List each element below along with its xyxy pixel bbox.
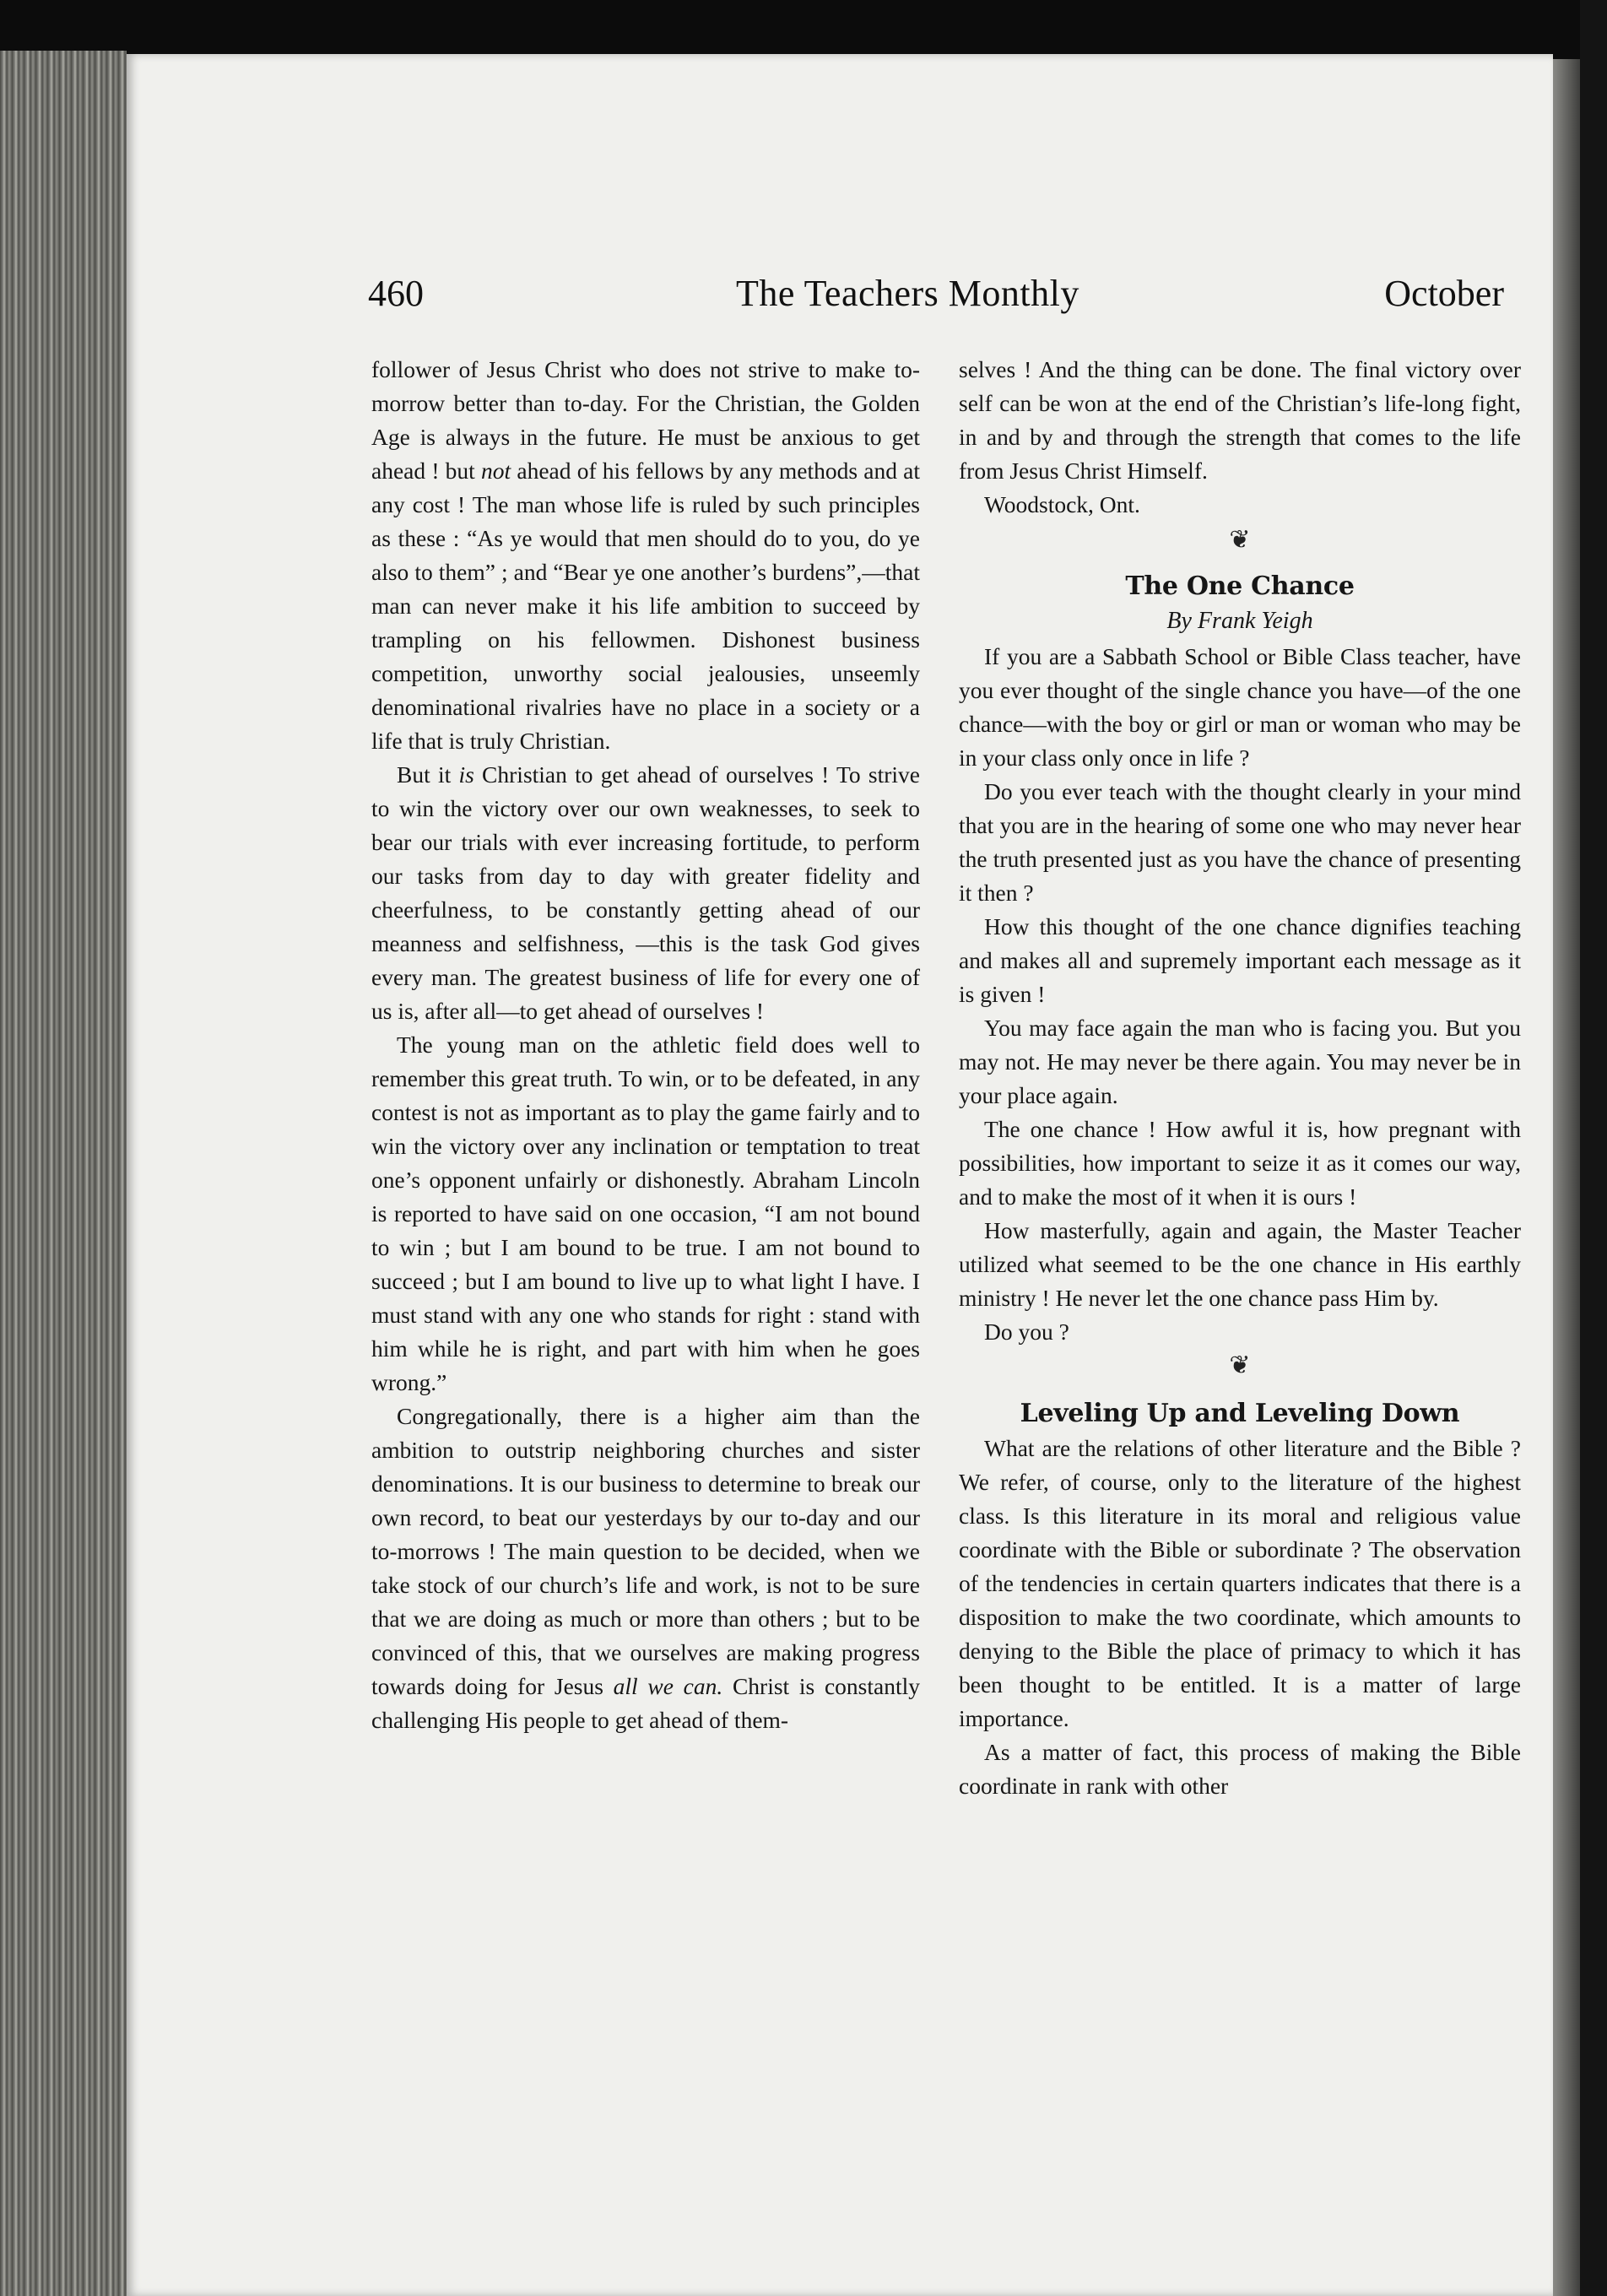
paragraph: The one chance ! How awful it is, how pregnant with possibilities, how important to seize it as it comes our way, and to make the most of it when it is ours !	[959, 1116, 1521, 1210]
page-number: 460	[368, 273, 424, 314]
text-run: follower of Jesus Christ who does not strive to make to-morrow better than to-day. For the Christian, the Golden Age is always in the future. He must be anxious to get ahead ! but	[371, 356, 920, 484]
paragraph: Do you ever teach with the thought clearly in your mind that you are in the hearing of some one who may never hear the truth presented just as you have the chance of presenting it then ?	[959, 778, 1521, 906]
paragraph: The young man on the athletic field does well to remember this great truth. To win, or to be defeated, in any contest is not as important as to play the game fairly and to win the victory over any inclination or temptation to treat one’s opponent unfairly or dishonestly. Abraham Lincoln is reported to have said on one occasion, “I am not bound to win ; but I am bound to be true. I am not bound to succeed ; but I am bound to live up to what light I have. I must stand with any one who stands for right : stand with him while he is right, and part with him when he goes wrong.”	[371, 1032, 920, 1395]
text-run: Congregationally, there is a higher aim than the ambition to outstrip neighboring churches and sister denominations. It is our business to determine to break our own record, to beat our yesterdays by our to-day and our to-morrows ! The main question to be decided, when we take stock of our church’s life and work, is not to be sure that we are doing as much or more than others ; but to be convinced of this, that we ourselves are making progress towards doing for Jesus	[371, 1403, 920, 1699]
text-run: Christ is constantly challenging His people to get ahead of them-	[371, 1673, 920, 1733]
section-heading: Leveling Up and Leveling Down	[1020, 1399, 1460, 1428]
right-column	[959, 353, 1521, 1803]
dateline: Woodstock, Ont.	[984, 491, 1140, 517]
scan-border-right	[1580, 0, 1607, 2296]
journal-title: The Teachers Monthly	[736, 273, 1079, 314]
text-run: But it	[397, 761, 459, 788]
emphasis: not	[481, 458, 511, 484]
paragraph: You may face again the man who is facing you. But you may not. He may never be there again. You may never be in your place again.	[959, 1015, 1521, 1108]
paragraph: As a matter of fact, this process of making the Bible coordinate in rank with other	[959, 1739, 1521, 1799]
paragraph	[371, 1400, 920, 1737]
fleuron-ornament-icon: ❦	[1229, 526, 1251, 554]
book-page-edges	[0, 51, 127, 2296]
emphasis: all we can.	[613, 1673, 723, 1699]
paragraph	[371, 758, 920, 1028]
issue-month: October	[1384, 273, 1504, 314]
book-gutter-shadow	[1553, 59, 1582, 2296]
text-run: Christian to get ahead of ourselves ! To strive to win the victory over our own weaknesses, to seek to bear our trials with ever increasing fortitude, to perform our tasks from day to day with greater fidelity and cheerfulness, to be constantly getting ahead of our meanness and selfishness, —this is the task God gives every man. The greatest business of life for every one of us is, after all—to get ahead of ourselves !	[371, 761, 921, 1024]
section-heading: The One Chance	[1125, 571, 1355, 601]
text-run: ahead of his fellows by any methods and at any cost ! The man whose life is ruled by such principles as these : “As ye would that men should do to you, do ye also to them” ; and “Bear ye one another’s burdens”,—that man can never make it his life ambition to succeed by trampling on his fellowmen. Dishonest business competition, unworthy social jealousies, unseemly denominational rivalries have no place in a society or a life that is truly Christian.	[371, 458, 920, 754]
scan-border-top	[0, 0, 1607, 59]
paragraph: If you are a Sabbath School or Bible Class teacher, have you ever thought of the single chance you have—of the one chance—with the boy or girl or man or woman who may be in your class only once in life ?	[959, 643, 1521, 771]
emphasis: is	[458, 761, 474, 788]
running-head	[368, 272, 1504, 322]
paragraph: Do you ?	[984, 1319, 1069, 1345]
fleuron-ornament-icon: ❦	[1229, 1351, 1251, 1379]
paragraph	[371, 353, 920, 758]
paragraph: What are the relations of other literature and the Bible ? We refer, of course, only to the literature of the highest class. Is this literature in its moral and religious value coordinate with the Bible or subordinate ? The observation of the tendencies in certain quarters indicates that there is a disposition to make the two coordinate, which amounts to denying to the Bible the place of primacy to which it has been thought to be entitled. It is a matter of large importance.	[959, 1435, 1521, 1731]
left-column	[371, 353, 920, 1737]
paragraph: How masterfully, again and again, the Master Teacher utilized what seemed to be the one chance in His earthly ministry ! He never let the one chance pass Him by.	[959, 1217, 1521, 1311]
paragraph: How this thought of the one chance dignifies teaching and makes all and supremely important each message as it is given !	[959, 913, 1521, 1007]
byline: By Frank Yeigh	[1166, 608, 1313, 634]
paragraph: selves ! And the thing can be done. The final victory over self can be won at the end of the Christian’s life-long fight, in and by and through the strength that comes to the life from Jesus Christ Himself.	[959, 356, 1521, 484]
